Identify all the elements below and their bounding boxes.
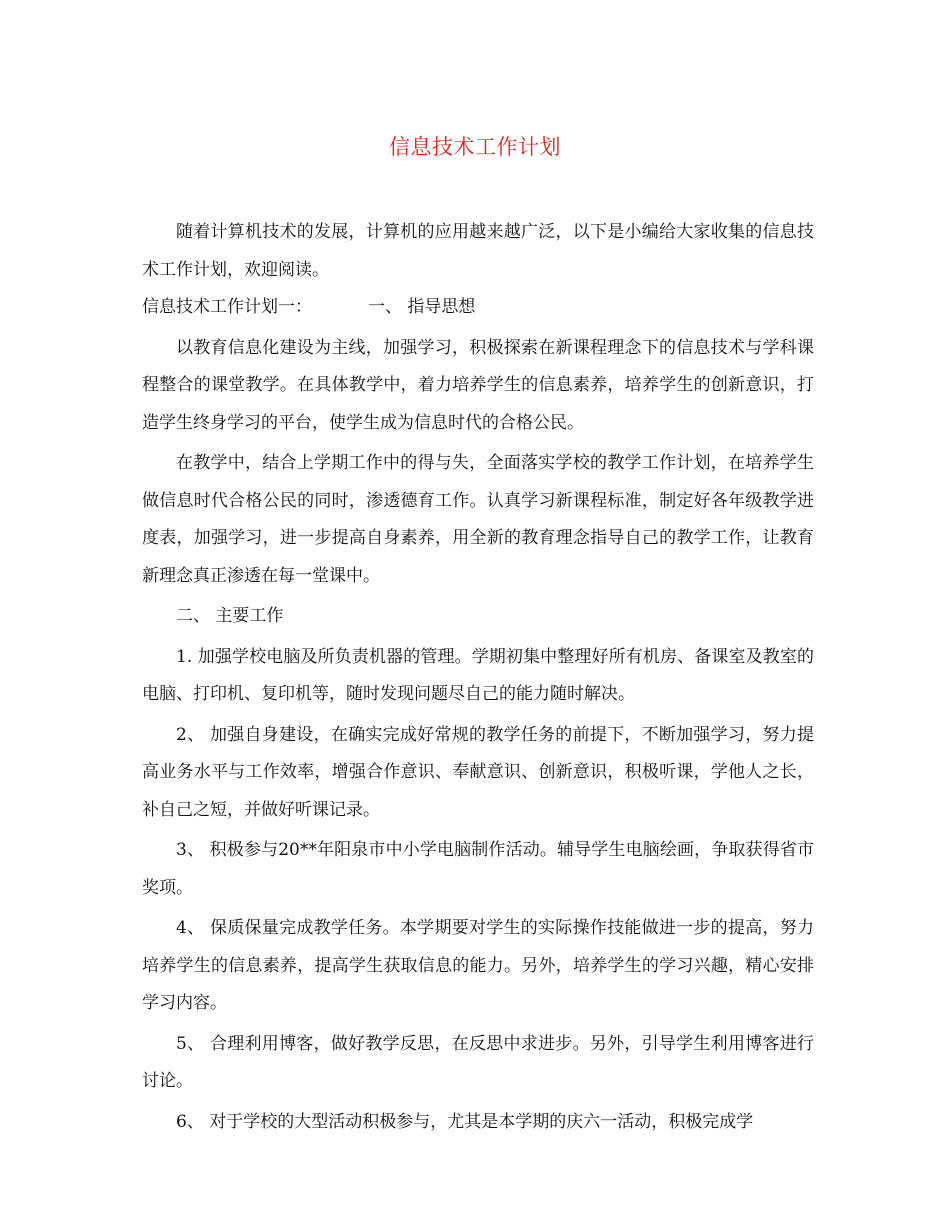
intro-paragraph: 随着计算机技术的发展，计算机的应用越来越广泛，以下是小编给大家收集的信息技术工作计划，欢迎阅读。	[142, 222, 814, 280]
work-item-4: 4、 保质保量完成教学任务。本学期要对学生的实际操作技能做进一步的提高，努力培养学生的信息素养，提高学生获取信息的能力。另外，培养学生的学习兴趣，精心安排学习内容。	[142, 918, 814, 1013]
plan-heading-line	[142, 289, 814, 327]
section2-heading: 二、 主要工作	[176, 606, 284, 626]
section1-heading: 一、 指导思想	[368, 297, 476, 317]
guiding-paragraph-1: 以教育信息化建设为主线，加强学习，积极探索在新课程理念下的信息技术与学科课程整合的课堂教学。在具体教学中，着力培养学生的信息素养，培养学生的创新意识，打造学生终身学习的平台，使学生成为信息时代的合格公民。	[142, 337, 814, 433]
document-body	[142, 214, 814, 1141]
work-item-5: 5、 合理利用博客，做好教学反思，在反思中求进步。另外，引导学生利用博客进行讨论。	[142, 1033, 814, 1091]
work-item-6: 6、 对于学校的大型活动积极参与，尤其是本学期的庆六一活动，积极完成学	[176, 1111, 754, 1132]
guiding-paragraph-2: 在教学中，结合上学期工作中的得与失，全面落实学校的教学工作计划，在培养学生做信息时代合格公民的同时，渗透德育工作。认真学习新课程标准，制定好各年级教学进度表，加强学习，进一步提高自身素养，用全新的教育理念指导自己的教学工作，让教育新理念真正渗透在每一堂课中。	[142, 453, 814, 586]
work-item-2: 2、 加强自身建设，在确实完成好常规的教学任务的前提下，不断加强学习，努力提高业务水平与工作效率，增强合作意识、奉献意识、创新意识，积极听课，学他人之长，补自己之短，并做好听课记录。	[142, 724, 814, 820]
document-title: 信息技术工作计划	[389, 135, 561, 159]
plan-label: 信息技术工作计划一：	[142, 297, 312, 317]
work-item-3: 3、 积极参与20**年阳泉市中小学电脑制作活动。辅导学生电脑绘画，争取获得省市奖项。	[142, 840, 814, 898]
work-item-1: 1. 加强学校电脑及所负责机器的管理。学期初集中整理好所有机房、备课室及教室的电脑、打印机、复印机等，随时发现问题尽自己的能力随时解决。	[142, 646, 814, 704]
